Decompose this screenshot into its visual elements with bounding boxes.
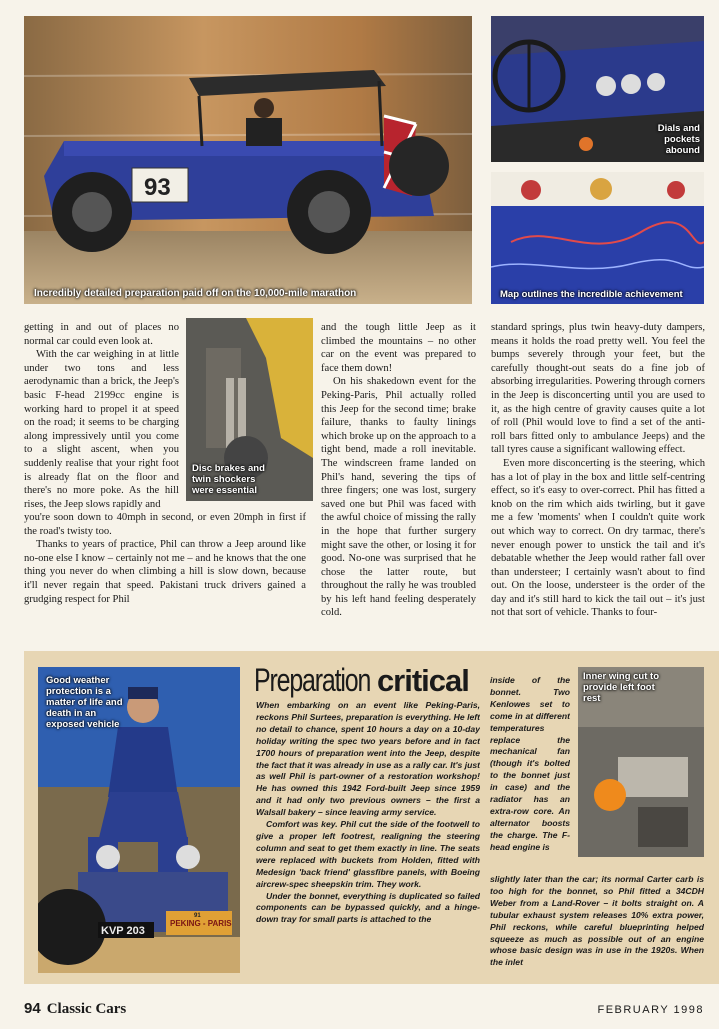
rally-plate-number: 91: [194, 913, 201, 919]
col2-para-2: On his shakedown event for the Peking-Paris, Phil actually rolled this Jeep for the second time; brake failure, thanks to faulty linings which broke up on the approach to a tight bend, made a roll inevitable. The windscreen frame landed on Phil's hand, severing the tips of three fingers; one was lost, surgery saved one but Phil was faced with the awful choice of missing the rally in the hope that further surgery might save the other, or losing it for good. No-one was surprised that he chose the latter route, but throughout the rally he was troubled by his left hand feeling desperately cold.: [321, 376, 476, 619]
sidebar-para-2: Comfort was key. Phil cut the side of the footwell to give a proper left footrest, realigning the steering column and seat to get them exactly in line. The seats were replaced with buckets from Holden, fitted with Medesign 'back friend' glassfibre panels, with Boeing aircrew-spec sheepskin trim. They work.: [256, 819, 480, 889]
jeep-plate: KVP 203: [101, 925, 145, 937]
article-column-2: [321, 321, 476, 641]
article-column-1-lower: [24, 511, 306, 641]
inner-wing-photo: [578, 667, 704, 857]
rally-plate: PEKING - PARIS: [170, 919, 232, 928]
sidebar-para-3: Under the bonnet, everything is duplicated so failed components can be bypassed quickly, and a hinge-down tray for small parts is attached to the: [256, 890, 480, 925]
col1-para-3: Thanks to years of practice, Phil can throw a Jeep around like no-one else I know – certainly not me – and he knows that the one thing you never do when climbing a hill is slow down, because it'll never regain that speed. Pakistani truck drivers gained a grudging respect for Phil: [24, 539, 306, 605]
sidebar-col2-wide: slightly later than the car; its normal Carter carb is too high for the bonnet, so Phil fitted a 34CDH Weber from a Land-Rover – it bolts straight on. A tubular exhaust system releases 10% extra power, Phil reckons, while careful blueprinting helped squeeze as much as possible out of an engine whose basic design was in use in the 1920s. When the inlet: [490, 874, 704, 968]
disc-brakes-photo: [186, 318, 313, 501]
footer-left: [24, 1000, 126, 1018]
col3-para-1: standard springs, plus twin heavy-duty dampers, means it holds the road pretty well. You feel the bumps severely through your feet, but the carefully thought-out seats do a fine job of absorbing irregularities. Powering through corners in the Jeep is disconcerting until you are used to it, as the high centre of gravity causes quite a lot of roll (Phil would love to find a set of the anti-roll bars fitted only to ambulance Jeeps) and the tall tyres cause a significant wallowing effect.: [491, 322, 705, 456]
sidebar-column-2-narrow: [490, 675, 570, 872]
hero-rally-number: 93: [144, 174, 171, 201]
map-caption: Map outlines the incredible achievement: [500, 289, 683, 300]
page-number: 94: [24, 1000, 41, 1017]
hero-caption: Incredibly detailed preparation paid off on the 10,000-mile marathon: [34, 288, 357, 299]
sidebar-title-light: Preparation: [254, 662, 371, 698]
col3-para-2: Even more disconcerting is the steering, which has a lot of play in the box and little self-centring effect, so it's easy to over-correct. Phil has fitted a knob on the rim which aids twirling, but it gave me a few 'moments' when I couldn't quite work out which way to correct. On dry tarmac, there's never enough power to unstick the tail and it's debatable whether the Jeep would rather fall over than understeer; I certainly wasn't about to find out. On the loose, understeer is the order of the day and it's still hard to kick the tail out – it's just not that sort of vehicle. Thanks to four-: [491, 457, 705, 619]
sidebar-col2-narrow: inside of the bonnet. Two Kenlowes set to come in at different temperatures replace the mechanical fan (though it's bolted to the bonnet just in case) and the radiator has an extra-row core. An alternator boosts the charge. The F-head engine is: [490, 675, 570, 852]
map-illustration: [491, 172, 704, 304]
magazine-name: Classic Cars: [46, 1001, 127, 1017]
map-photo: [491, 172, 704, 304]
col1-para-2-cont: you're soon down to 40mph in second, or even 20mph in first if the road's twisty too.: [24, 512, 306, 537]
jeep-photo-illustration: [24, 16, 472, 304]
dials-caption: Dials and pockets abound: [657, 123, 700, 156]
col2-para-1: and the tough little Jeep as it climbed the mountains – no other car on the event was prepared to face them down!: [321, 322, 476, 374]
sidebar-title: [254, 662, 469, 699]
col1-para-2: With the car weighing in at little under two tons and less aerodynamic than a brick, the Jeep's basic F-head 2199cc engine is working hard to propel it at speed on the road; it seems to be charging along impressively until you come to a slight ascent, when you suddenly realise that your right foot is already flat on the floor and there's no more poke. As the hill rises, the Jeep slows rapidly and: [24, 349, 179, 510]
hero-photo: [24, 16, 472, 304]
issue-date: FEBRUARY 1998: [597, 1004, 704, 1016]
col1-para-1: getting in and out of places no normal car could even look at.: [24, 322, 179, 347]
sidebar-para-1: When embarking on an event like Peking-Paris, reckons Phil Surtees, preparation is everything. He left no detail to chance, spent 10 hours a day on a 10-day holiday writing the spec two years before and in fact 1700 hours of preparation went into the Jeep, despite the fact that it was already in use as a rally car. It's just as well Phil is part-owner of a restoration workshop! He has owned this 1942 Ford-built Jeep since 1959 and it had only two previous owners – the first a Walsall bakery – since leaving army service.: [256, 700, 480, 818]
wing-caption: Inner wing cut to provide left foot rest: [583, 671, 659, 704]
disc-caption: Disc brakes and twin shockers were essential: [192, 463, 265, 496]
sidebar-column-1: [256, 700, 480, 976]
sidebar-column-2-wide: [490, 874, 704, 978]
dials-photo: [491, 16, 704, 162]
sidebar-title-bold: critical: [376, 663, 469, 698]
driver-photo: [38, 667, 240, 973]
article-column-3: [491, 321, 705, 641]
weather-caption: Good weather protection is a matter of life and death in an exposed vehicle: [46, 675, 123, 730]
article-column-1: [24, 321, 179, 511]
